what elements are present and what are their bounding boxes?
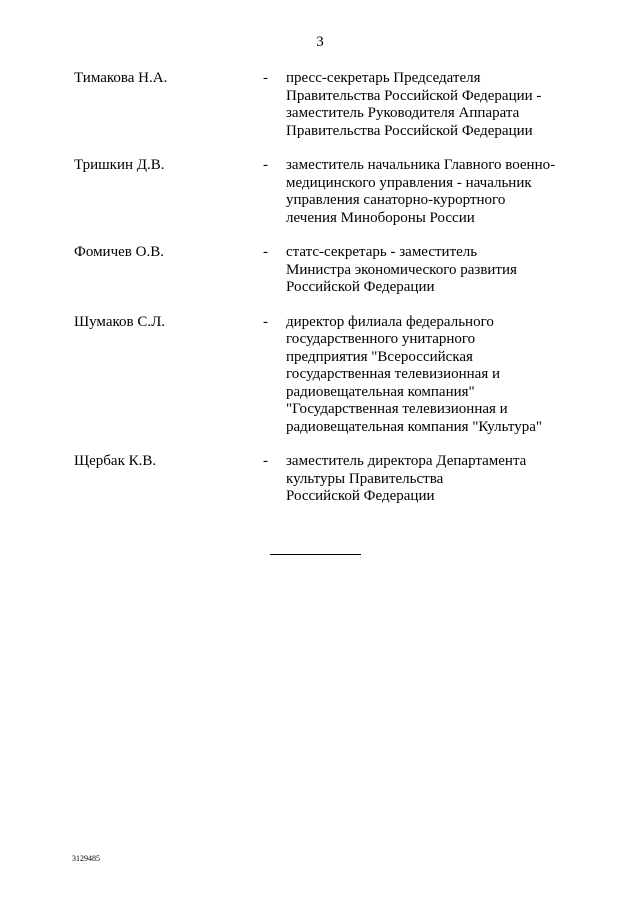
document-code: 3129485 bbox=[72, 854, 100, 863]
role-line: государственного унитарного bbox=[286, 331, 476, 347]
member-name: Шумаков С.Л. bbox=[74, 313, 166, 330]
role-line: Правительства Российской Федерации - bbox=[286, 87, 542, 104]
page-number: 3 bbox=[316, 34, 324, 50]
member-role bbox=[286, 244, 586, 297]
member-entry bbox=[0, 314, 640, 437]
role-line: государственная телевизионная и bbox=[286, 366, 500, 382]
role-line: медицинского управления - начальник bbox=[286, 174, 532, 191]
member-role bbox=[286, 314, 586, 437]
role-line: "Государственная телевизионная и bbox=[286, 401, 508, 417]
member-dash: - bbox=[263, 70, 268, 86]
role-line: Правительства Российской Федерации bbox=[286, 122, 533, 139]
member-name: Фомичев О.В. bbox=[74, 244, 164, 260]
end-of-list-rule bbox=[270, 554, 361, 555]
member-dash: - bbox=[263, 244, 268, 260]
role-line: Российской Федерации bbox=[286, 488, 435, 504]
member-name: Тришкин Д.В. bbox=[74, 157, 165, 173]
role-line: радиовещательная компания "Культура" bbox=[286, 418, 543, 435]
member-role bbox=[286, 453, 586, 506]
member-entry bbox=[0, 244, 640, 297]
role-line: директор филиала федерального bbox=[286, 313, 494, 330]
member-role bbox=[286, 70, 586, 140]
member-entry bbox=[0, 157, 640, 227]
member-role bbox=[286, 157, 586, 227]
role-line: предприятия "Всероссийская bbox=[286, 348, 473, 365]
role-line: статс-секретарь - заместитель bbox=[286, 244, 478, 260]
role-line: лечения Минобороны России bbox=[286, 209, 475, 226]
member-name: Тимакова Н.А. bbox=[74, 70, 168, 86]
member-name: Щербак К.В. bbox=[74, 453, 157, 469]
member-entry bbox=[0, 453, 640, 506]
member-list bbox=[0, 70, 640, 523]
role-line: заместитель Руководителя Аппарата bbox=[286, 105, 520, 121]
role-line: управления санаторно-курортного bbox=[286, 192, 506, 208]
member-dash: - bbox=[263, 157, 268, 173]
role-line: радиовещательная компания" bbox=[286, 383, 475, 400]
role-line: заместитель начальника Главного военно- bbox=[286, 157, 556, 173]
role-line: Министра экономического развития bbox=[286, 261, 517, 278]
role-line: Российской Федерации bbox=[286, 279, 435, 295]
role-line: пресс-секретарь Председателя bbox=[286, 70, 481, 86]
role-line: культуры Правительства bbox=[286, 470, 444, 487]
member-dash: - bbox=[263, 453, 268, 469]
role-line: заместитель директора Департамента bbox=[286, 453, 527, 469]
member-dash: - bbox=[263, 313, 268, 330]
member-entry bbox=[0, 70, 640, 140]
